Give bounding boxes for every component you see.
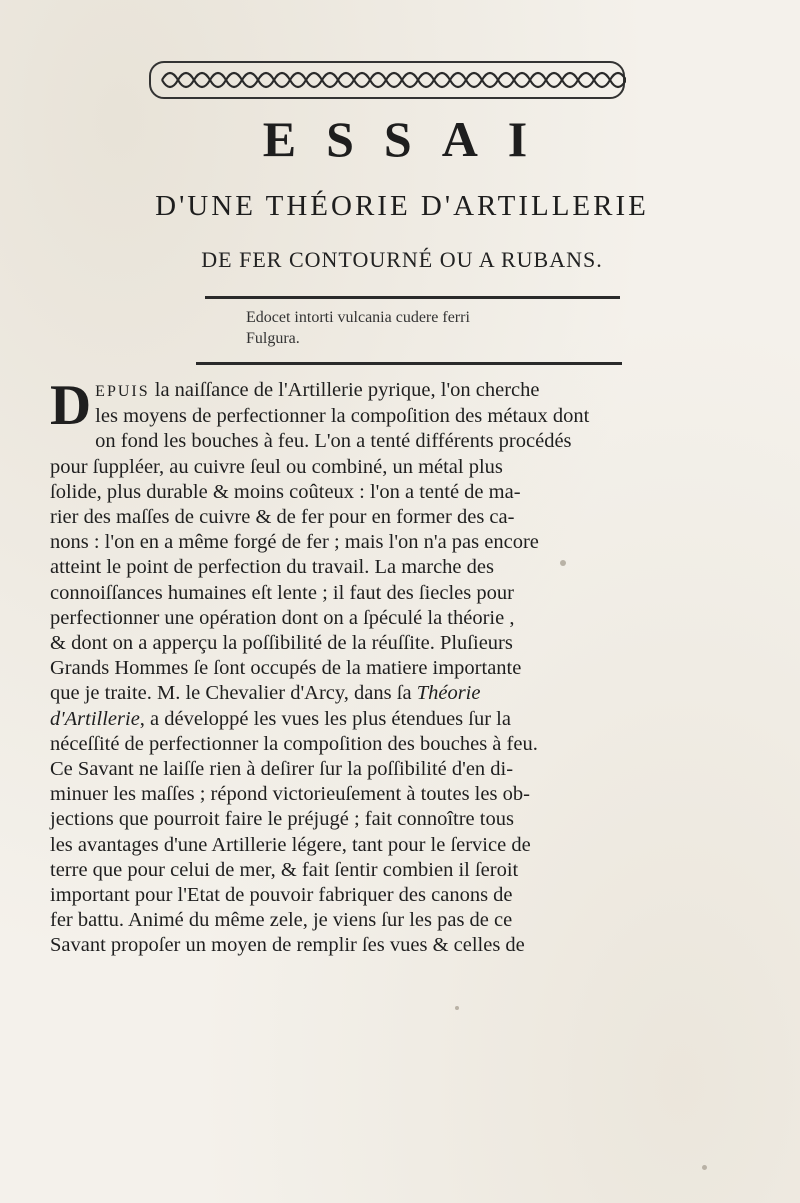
first-word-smallcaps: EPUIS bbox=[95, 383, 150, 400]
text-line-6: nons : l'on en a même forgé de fer ; mais l'on n'a pas encore bbox=[50, 531, 539, 554]
subtitle-line-1: D'UNE THÉORIE D'ARTILLERIE bbox=[155, 190, 649, 222]
text-line bbox=[50, 681, 740, 706]
text-line-22: Savant propoſer un moyen de remplir ſes vues & celles de bbox=[50, 934, 525, 957]
top-rule bbox=[205, 296, 620, 299]
page-title: ESSAI bbox=[262, 111, 558, 167]
text-line-10: & dont on a apperçu la poſſibilité de la réuſſite. Pluſieurs bbox=[50, 632, 513, 655]
italic-title-1: Théorie bbox=[416, 682, 481, 705]
text-line-11: Grands Hommes ſe ſont occupés de la matiere importante bbox=[50, 657, 522, 680]
epigraph-line-1: Edocet intorti vulcania cudere ferri bbox=[246, 309, 470, 326]
text-line-8: connoiſſances humaines eſt lente ; il faut des ſiecles pour bbox=[50, 581, 514, 604]
text-line-3: pour ſuppléer, au cuivre ſeul ou combiné, un métal plus bbox=[50, 455, 503, 478]
italic-title-2: d'Artillerie bbox=[50, 707, 140, 730]
text-line-13: , a développé les vues les plus étendues ſur la bbox=[139, 707, 511, 730]
epigraph-line-2: Fulgura. bbox=[246, 330, 300, 347]
text-line-0: la naiſſance de l'Artillerie pyrique, l'on cherche bbox=[149, 379, 540, 401]
subtitle-line-2: DE FER CONTOURNÉ OU A RUBANS. bbox=[201, 247, 603, 272]
text-line-7: atteint le point de perfection du travail. La marche des bbox=[50, 556, 494, 579]
text-line-16: minuer les maſſes ; répond victorieuſement à toutes les ob- bbox=[50, 783, 530, 806]
text-line-21: fer battu. Animé du même zele, je viens ſur les pas de ce bbox=[50, 909, 513, 932]
fleuron-band-icon bbox=[148, 58, 626, 102]
text-line-2: on fond les bouches à feu. L'on a tenté différents procédés bbox=[95, 430, 572, 453]
text-line-1: les moyens de perfectionner la compoſition des métaux dont bbox=[95, 405, 590, 428]
text-line bbox=[50, 378, 740, 404]
text-line-4: ſolide, plus durable & moins coûteux : l'on a tenté de ma- bbox=[50, 480, 521, 503]
text-line-14: néceſſité de perfectionner la compoſition des bouches à feu. bbox=[50, 732, 538, 755]
body-paragraph bbox=[50, 374, 740, 959]
text-line-19: terre que pour celui de mer, & fait ſentir combien il ſeroit bbox=[50, 858, 519, 881]
epigraph bbox=[246, 307, 606, 349]
text-line-12: que je traite. M. le Chevalier d'Arcy, dans ſa bbox=[50, 682, 412, 705]
text-line-18: les avantages d'une Artillerie légere, tant pour le ſervice de bbox=[50, 833, 531, 856]
drop-cap: D bbox=[50, 374, 92, 437]
text-line-9: perfectionner une opération dont on a ſpéculé la théorie , bbox=[50, 606, 515, 629]
text-line-15: Ce Savant ne laiſſe rien à deſirer ſur la poſſibilité d'en di- bbox=[50, 758, 514, 781]
paper-speck bbox=[702, 1165, 707, 1170]
text-line-20: important pour l'Etat de pouvoir fabriquer des canons de bbox=[50, 884, 513, 907]
bottom-rule bbox=[196, 362, 622, 365]
text-line-5: rier des maſſes de cuivre & de fer pour en former des ca- bbox=[50, 506, 515, 529]
paper-speck bbox=[560, 560, 566, 566]
text-line bbox=[50, 707, 740, 732]
paper-speck bbox=[455, 1006, 459, 1010]
text-line-17: jections que pourroit faire le préjugé ; fait connoître tous bbox=[50, 808, 514, 831]
